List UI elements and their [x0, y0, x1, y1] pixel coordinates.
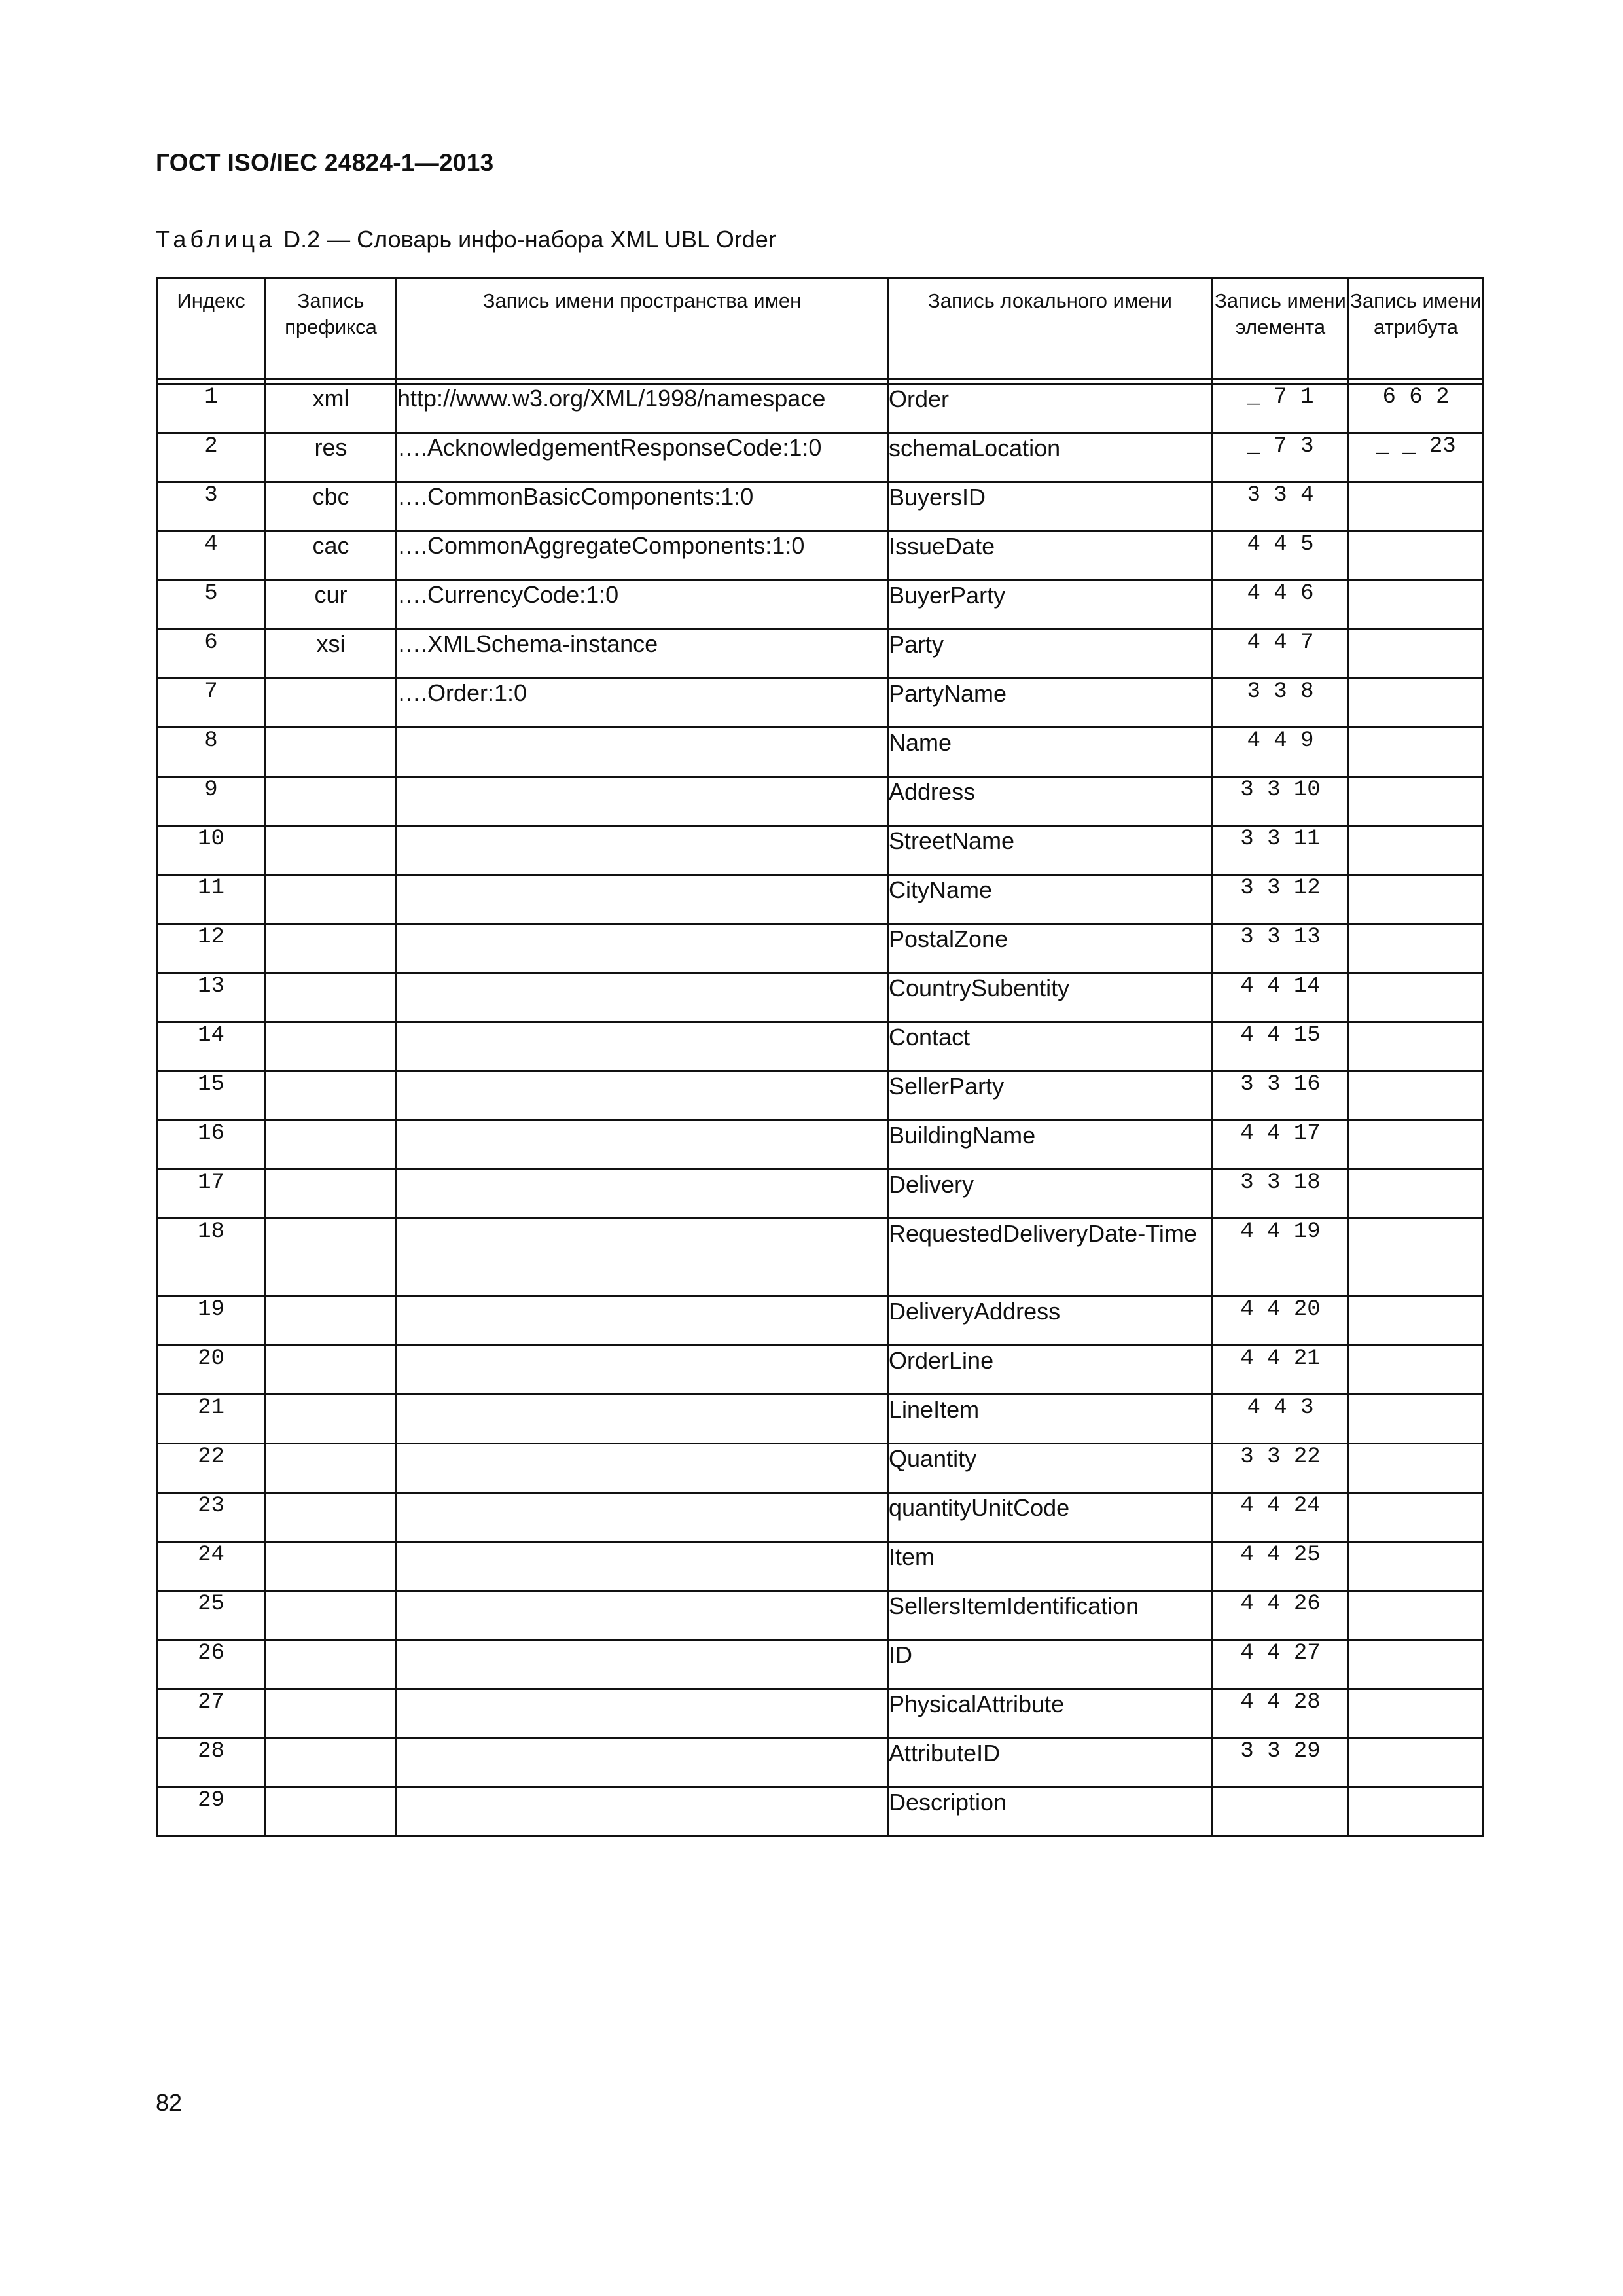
cell-element-name: 4 4 25 [1213, 1542, 1349, 1591]
page-header: ГОСТ ISO/IEC 24824-1—2013 [156, 149, 494, 176]
cell-local-name: Item [888, 1542, 1213, 1591]
table-row [157, 1640, 1484, 1689]
cell-attribute-name [1349, 1297, 1484, 1346]
cell-attribute-name [1349, 1542, 1484, 1591]
cell-attribute-name [1349, 1071, 1484, 1121]
cell-namespace [397, 1219, 888, 1297]
cell-attribute-name [1349, 1640, 1484, 1689]
table-row [157, 1170, 1484, 1219]
column-header-prefix: Запись префикса [266, 278, 397, 380]
table-row [157, 875, 1484, 924]
cell-index: 24 [157, 1542, 266, 1591]
cell-index: 26 [157, 1640, 266, 1689]
cell-element-name: 3 3 12 [1213, 875, 1349, 924]
cell-prefix [266, 777, 397, 826]
cell-namespace [397, 1395, 888, 1444]
cell-prefix [266, 1444, 397, 1493]
cell-namespace: ….XMLSchema-instance [397, 630, 888, 679]
cell-namespace [397, 1170, 888, 1219]
cell-attribute-name [1349, 1022, 1484, 1071]
cell-element-name: 4 4 24 [1213, 1493, 1349, 1542]
cell-prefix [266, 1640, 397, 1689]
cell-attribute-name [1349, 924, 1484, 973]
cell-prefix [266, 1170, 397, 1219]
cell-prefix: xml [266, 384, 397, 433]
cell-local-name: LineItem [888, 1395, 1213, 1444]
cell-index: 25 [157, 1591, 266, 1640]
cell-prefix [266, 1297, 397, 1346]
cell-attribute-name [1349, 1219, 1484, 1297]
cell-element-name: 4 4 9 [1213, 728, 1349, 777]
cell-index: 9 [157, 777, 266, 826]
table-row [157, 1395, 1484, 1444]
caption-prefix: Таблица [156, 226, 276, 253]
cell-prefix [266, 1346, 397, 1395]
table-row [157, 826, 1484, 875]
cell-attribute-name [1349, 1493, 1484, 1542]
cell-prefix [266, 1542, 397, 1591]
cell-namespace: http://www.w3.org/XML/1998/namespace [397, 384, 888, 433]
table-row [157, 433, 1484, 482]
table-row [157, 1787, 1484, 1837]
cell-prefix [266, 1689, 397, 1738]
cell-attribute-name [1349, 1787, 1484, 1837]
cell-element-name: 3 3 13 [1213, 924, 1349, 973]
cell-namespace [397, 1022, 888, 1071]
cell-namespace [397, 1346, 888, 1395]
cell-index: 13 [157, 973, 266, 1022]
cell-prefix: cur [266, 581, 397, 630]
cell-element-name: 3 3 4 [1213, 482, 1349, 531]
cell-index: 15 [157, 1071, 266, 1121]
cell-namespace [397, 1591, 888, 1640]
cell-local-name: AttributeID [888, 1738, 1213, 1787]
table-row [157, 1738, 1484, 1787]
cell-element-name: 4 4 6 [1213, 581, 1349, 630]
cell-element-name [1213, 1787, 1349, 1837]
cell-namespace [397, 1444, 888, 1493]
cell-element-name: _ 7 1 [1213, 384, 1349, 433]
cell-local-name: Name [888, 728, 1213, 777]
cell-index: 1 [157, 384, 266, 433]
cell-prefix [266, 1219, 397, 1297]
cell-local-name: SellersItemIdentification [888, 1591, 1213, 1640]
cell-prefix [266, 1738, 397, 1787]
cell-attribute-name [1349, 1346, 1484, 1395]
cell-index: 14 [157, 1022, 266, 1071]
cell-element-name: 3 3 29 [1213, 1738, 1349, 1787]
cell-local-name: DeliveryAddress [888, 1297, 1213, 1346]
cell-index: 20 [157, 1346, 266, 1395]
cell-index: 12 [157, 924, 266, 973]
cell-index: 7 [157, 679, 266, 728]
column-header-attribute-name: Запись имени атрибута [1349, 278, 1484, 380]
column-header-element-name: Запись имени элемента [1213, 278, 1349, 380]
cell-element-name: 3 3 18 [1213, 1170, 1349, 1219]
cell-namespace: ….CommonBasicComponents:1:0 [397, 482, 888, 531]
cell-prefix: cbc [266, 482, 397, 531]
cell-element-name: 3 3 10 [1213, 777, 1349, 826]
cell-namespace [397, 1738, 888, 1787]
table-row [157, 1121, 1484, 1170]
cell-index: 4 [157, 531, 266, 581]
cell-attribute-name [1349, 1738, 1484, 1787]
cell-element-name: 4 4 3 [1213, 1395, 1349, 1444]
cell-index: 3 [157, 482, 266, 531]
cell-index: 22 [157, 1444, 266, 1493]
cell-local-name: BuildingName [888, 1121, 1213, 1170]
cell-attribute-name [1349, 1395, 1484, 1444]
cell-attribute-name [1349, 1444, 1484, 1493]
cell-prefix [266, 924, 397, 973]
table-row [157, 1493, 1484, 1542]
column-header-index: Индекс [157, 278, 266, 380]
cell-prefix [266, 1493, 397, 1542]
cell-attribute-name [1349, 728, 1484, 777]
cell-attribute-name [1349, 531, 1484, 581]
cell-local-name: Party [888, 630, 1213, 679]
table-row [157, 679, 1484, 728]
cell-namespace [397, 1787, 888, 1837]
cell-index: 16 [157, 1121, 266, 1170]
cell-element-name: 4 4 5 [1213, 531, 1349, 581]
cell-local-name: IssueDate [888, 531, 1213, 581]
cell-index: 28 [157, 1738, 266, 1787]
caption-text: D.2 — Словарь инфо-набора XML UBL Order [283, 226, 776, 253]
cell-local-name: Contact [888, 1022, 1213, 1071]
table-row [157, 1689, 1484, 1738]
cell-prefix [266, 1121, 397, 1170]
table-row [157, 1219, 1484, 1297]
cell-attribute-name [1349, 1170, 1484, 1219]
cell-local-name: PartyName [888, 679, 1213, 728]
cell-local-name: ID [888, 1640, 1213, 1689]
cell-namespace: ….CommonAggregateComponents:1:0 [397, 531, 888, 581]
table-row [157, 1022, 1484, 1071]
cell-index: 5 [157, 581, 266, 630]
table-row [157, 581, 1484, 630]
table-row [157, 728, 1484, 777]
info-set-dictionary-table [156, 277, 1484, 1837]
cell-attribute-name: _ _ 23 [1349, 433, 1484, 482]
cell-attribute-name [1349, 630, 1484, 679]
table-row [157, 630, 1484, 679]
table-row [157, 384, 1484, 433]
cell-index: 19 [157, 1297, 266, 1346]
cell-namespace [397, 973, 888, 1022]
cell-attribute-name [1349, 777, 1484, 826]
cell-index: 29 [157, 1787, 266, 1837]
table-row [157, 1591, 1484, 1640]
cell-element-name: 3 3 11 [1213, 826, 1349, 875]
cell-prefix [266, 679, 397, 728]
table-row [157, 531, 1484, 581]
cell-index: 27 [157, 1689, 266, 1738]
cell-namespace [397, 1297, 888, 1346]
cell-namespace [397, 1689, 888, 1738]
cell-local-name: Delivery [888, 1170, 1213, 1219]
cell-attribute-name [1349, 1121, 1484, 1170]
cell-attribute-name [1349, 679, 1484, 728]
cell-element-name: 3 3 8 [1213, 679, 1349, 728]
cell-local-name: Order [888, 384, 1213, 433]
cell-local-name: Description [888, 1787, 1213, 1837]
cell-index: 21 [157, 1395, 266, 1444]
header-separator [157, 380, 1484, 384]
table-row [157, 482, 1484, 531]
cell-index: 10 [157, 826, 266, 875]
cell-namespace [397, 924, 888, 973]
cell-local-name: OrderLine [888, 1346, 1213, 1395]
cell-local-name: SellerParty [888, 1071, 1213, 1121]
cell-attribute-name: 6 6 2 [1349, 384, 1484, 433]
cell-attribute-name [1349, 581, 1484, 630]
cell-attribute-name [1349, 482, 1484, 531]
table-header-row [157, 278, 1484, 380]
table-row [157, 1071, 1484, 1121]
cell-element-name: _ 7 3 [1213, 433, 1349, 482]
cell-local-name: StreetName [888, 826, 1213, 875]
cell-index: 18 [157, 1219, 266, 1297]
table-row [157, 1444, 1484, 1493]
table-row [157, 1297, 1484, 1346]
cell-element-name: 4 4 27 [1213, 1640, 1349, 1689]
cell-prefix: res [266, 433, 397, 482]
cell-local-name: quantityUnitCode [888, 1493, 1213, 1542]
cell-prefix [266, 728, 397, 777]
table-row [157, 777, 1484, 826]
cell-element-name: 4 4 15 [1213, 1022, 1349, 1071]
cell-local-name: BuyerParty [888, 581, 1213, 630]
cell-namespace [397, 826, 888, 875]
cell-element-name: 4 4 14 [1213, 973, 1349, 1022]
cell-local-name: CityName [888, 875, 1213, 924]
table-row [157, 973, 1484, 1022]
table-body [157, 384, 1484, 1837]
cell-namespace [397, 1640, 888, 1689]
cell-prefix [266, 826, 397, 875]
cell-local-name: Address [888, 777, 1213, 826]
cell-prefix [266, 1591, 397, 1640]
cell-index: 6 [157, 630, 266, 679]
cell-namespace: ….AcknowledgementResponseCode:1:0 [397, 433, 888, 482]
cell-index: 23 [157, 1493, 266, 1542]
table-caption [156, 226, 776, 253]
cell-namespace [397, 777, 888, 826]
cell-namespace [397, 1542, 888, 1591]
cell-prefix: xsi [266, 630, 397, 679]
table-row [157, 924, 1484, 973]
cell-local-name: schemaLocation [888, 433, 1213, 482]
cell-index: 2 [157, 433, 266, 482]
cell-local-name: BuyersID [888, 482, 1213, 531]
cell-namespace [397, 1493, 888, 1542]
cell-prefix [266, 1395, 397, 1444]
cell-local-name: PostalZone [888, 924, 1213, 973]
cell-index: 8 [157, 728, 266, 777]
cell-prefix [266, 1022, 397, 1071]
cell-attribute-name [1349, 1591, 1484, 1640]
cell-attribute-name [1349, 875, 1484, 924]
cell-namespace: ….CurrencyCode:1:0 [397, 581, 888, 630]
cell-local-name: PhysicalAttribute [888, 1689, 1213, 1738]
cell-prefix [266, 1787, 397, 1837]
table-row [157, 1346, 1484, 1395]
cell-element-name: 4 4 7 [1213, 630, 1349, 679]
cell-local-name: RequestedDeliveryDate-Time [888, 1219, 1213, 1297]
cell-element-name: 4 4 19 [1213, 1219, 1349, 1297]
cell-index: 17 [157, 1170, 266, 1219]
cell-namespace: ….Order:1:0 [397, 679, 888, 728]
column-header-local-name: Запись локального имени [888, 278, 1213, 380]
cell-namespace [397, 1121, 888, 1170]
cell-element-name: 4 4 17 [1213, 1121, 1349, 1170]
cell-attribute-name [1349, 1689, 1484, 1738]
cell-element-name: 4 4 20 [1213, 1297, 1349, 1346]
cell-element-name: 3 3 22 [1213, 1444, 1349, 1493]
page-number: 82 [156, 2089, 183, 2116]
cell-namespace [397, 875, 888, 924]
cell-attribute-name [1349, 973, 1484, 1022]
cell-prefix [266, 875, 397, 924]
cell-namespace [397, 1071, 888, 1121]
cell-element-name: 4 4 21 [1213, 1346, 1349, 1395]
cell-prefix [266, 973, 397, 1022]
table-row [157, 1542, 1484, 1591]
cell-namespace [397, 728, 888, 777]
cell-local-name: Quantity [888, 1444, 1213, 1493]
cell-element-name: 4 4 28 [1213, 1689, 1349, 1738]
cell-prefix [266, 1071, 397, 1121]
cell-element-name: 4 4 26 [1213, 1591, 1349, 1640]
cell-element-name: 3 3 16 [1213, 1071, 1349, 1121]
column-header-namespace: Запись имени пространства имен [397, 278, 888, 380]
cell-index: 11 [157, 875, 266, 924]
cell-prefix: cac [266, 531, 397, 581]
cell-attribute-name [1349, 826, 1484, 875]
cell-local-name: CountrySubentity [888, 973, 1213, 1022]
